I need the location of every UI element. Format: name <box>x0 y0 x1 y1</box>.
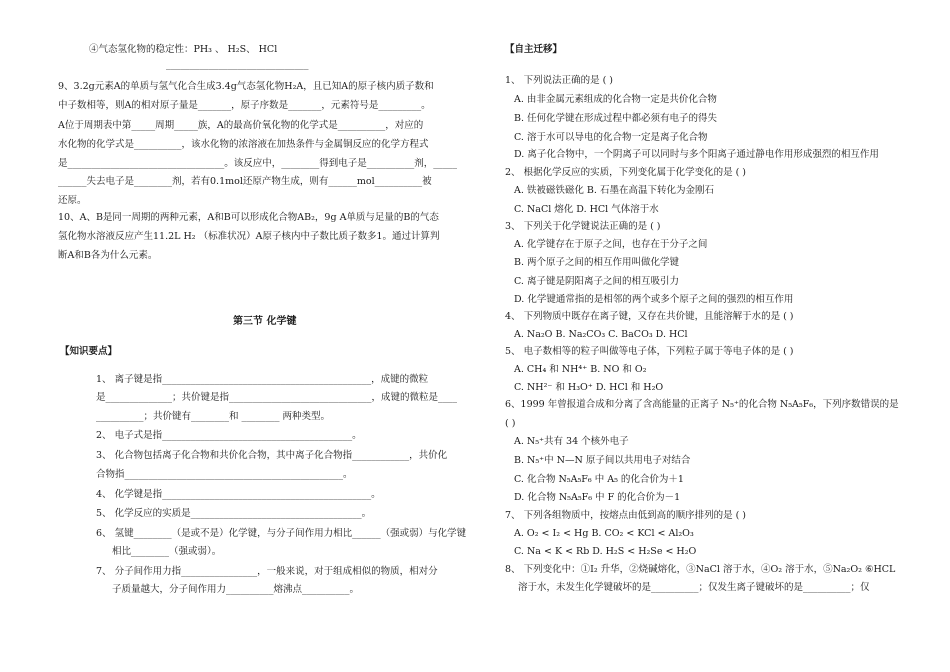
left-line: ④气态氢化物的稳定性：PH₃ 、 H₂S、 HCl <box>89 44 278 55</box>
left-line: 3、 化合物包括离子化合物和共价化合物，其中离子化合物指____________，共价化 <box>96 450 448 461</box>
left-line: 相比________（强或弱）。 <box>112 546 222 557</box>
right-line: A. 由非金属元素组成的化合物一定是共价化合物 <box>514 94 717 105</box>
right-line: A. Na₂O B. Na₂CO₃ C. BaCO₃ D. HCl <box>514 329 688 340</box>
right-line: D. 化合物 N₅A₅F₆ 中 F 的化合价为－1 <box>514 492 681 503</box>
left-line: 是______________；共价键是指______________________________，成键的微粒是____ <box>96 392 458 403</box>
left-line: 水化物的化学式是__________，该水化物的浓溶液在加热条件与金属铜反应的化学方程式 <box>58 139 429 150</box>
right-line: D. 化学键通常指的是相邻的两个或多个原子之间的强烈的相互作用 <box>514 294 794 305</box>
left-line: __________；共价键有________和 ________ 两种类型。 <box>96 411 331 422</box>
left-line: 断A和B各为什么元素。 <box>58 250 158 261</box>
left-line: 还原。 <box>58 195 87 206</box>
left-line: 中子数相等，则A的相对原子量是_______，原子序数是_______，元素符号是_________。 <box>58 100 431 111</box>
left-line: 2、 电子式是指________________________________________。 <box>96 430 362 441</box>
right-line: ( ) <box>505 418 516 429</box>
right-line: A. 化学键存在于原子之间，也存在于分子之间 <box>514 239 708 250</box>
left-line: 氢化物水溶液反应产生11.2L H₂ （标准状况）A原子核内中子数比质子数多1。通过计算判 <box>58 231 440 242</box>
right-line: C. 化合物 N₅A₅F₆ 中 A₅ 的化合价为＋1 <box>514 474 684 485</box>
right-line: 3、 下列关于化学键说法正确的是 ( ) <box>505 221 661 232</box>
right-line: C. NH²⁻ 和 H₃O⁺ D. HCl 和 H₂O <box>514 382 664 393</box>
left-line: 合物指______________________________________________。 <box>96 469 353 480</box>
right-line: C. 溶于水可以导电的化合物一定是离子化合物 <box>514 132 708 143</box>
left-line: 是_________________________________。该反应中，________得到电子是__________剂，_____ <box>58 158 458 169</box>
right-line: 7、 下列各组物质中，按熔点由低到高的顺序排列的是 ( ) <box>505 510 747 521</box>
right-line: A. O₂ < I₂ < Hg B. CO₂ < KCl < Al₂O₃ <box>514 528 694 539</box>
right-line: 8、 下列变化中：①I₂ 升华，②烧碱熔化，③NaCl 溶于水，④O₂ 溶于水，⑤Na₂O₂ ⑥HCL <box>505 564 896 575</box>
left-line: 1、 离子键是指____________________________________________，成键的微粒 <box>96 374 429 385</box>
right-line: 5、 电子数相等的粒子叫做等电子体，下列粒子属于等电子体的是 ( ) <box>505 346 794 357</box>
right-line: 【自主迁移】 <box>505 44 563 55</box>
right-line: 4、 下列物质中既存在离子键，又存在共价键，且能溶解于水的是 ( ) <box>505 311 794 322</box>
right-line: 6、1999 年曾报道合成和分离了含高能量的正离子 N₅⁺的化合物 N₅A₅F₆，下列序数错误的是 <box>505 399 899 410</box>
right-line: B. 任何化学键在形成过程中都必须有电子的得失 <box>514 113 718 124</box>
right-line: A. 铁被磁铁磁化 B. 石墨在高温下转化为金刚石 <box>514 185 714 196</box>
left-line: 7、 分子间作用力指________________，一般来说，对于组成相似的物质，相对分 <box>96 566 438 577</box>
right-line: D. 离子化合物中，一个阴离子可以同时与多个阳离子通过静电作用形成强烈的相互作用 <box>514 149 879 160</box>
left-line: 4、 化学键是指____________________________________________。 <box>96 489 381 500</box>
right-line: 2、 根据化学反应的实质，下列变化属于化学变化的是 ( ) <box>505 167 747 178</box>
left-line: 5、 化学反应的实质是____________________________________。 <box>96 508 372 519</box>
right-line: 溶于水，未发生化学键破坏的是__________；仅发生离子键破坏的是__________；仅 <box>518 582 870 593</box>
left-line: 第三节 化学键 <box>233 316 297 327</box>
left-line: 子质量越大，分子间作用力__________熔沸点__________。 <box>112 584 360 595</box>
right-line: A. N₅⁺共有 34 个核外电子 <box>514 436 629 447</box>
left-line: ______________________________ <box>166 59 309 70</box>
right-line: B. N₅⁺中 N—N 原子间以共用电子对结合 <box>514 455 691 466</box>
left-line: ______失去电子是________剂，若有0.1mol还原产物生成，则有______mol__________被 <box>58 176 432 187</box>
right-line: C. NaCl 熔化 D. HCl 气体溶于水 <box>514 204 659 215</box>
right-line: A. CH₄ 和 NH⁴⁺ B. NO 和 O₂ <box>514 364 647 375</box>
left-line: 【知识要点】 <box>60 346 118 357</box>
right-line: C. 离子键是阴阳离子之间的相互吸引力 <box>514 276 679 287</box>
left-line: A位于周期表中第_____周期_____族，A的最高价氧化物的化学式是__________，对应的 <box>58 120 424 131</box>
left-line: 9、3.2g元素A的单质与氢气化合生成3.4g气态氢化物H₂A，且已知A的原子核内质子数和 <box>58 81 434 92</box>
right-line: C. Na < K < Rb D. H₂S < H₂Se < H₂O <box>514 546 697 557</box>
right-line: B. 两个原子之间的相互作用叫做化学键 <box>514 257 680 268</box>
left-line: 10、A、B是同一周期的两种元素，A和B可以形成化合物AB₂，9g A单质与足量的B的气态 <box>58 212 439 223</box>
right-line: 1、 下列说法正确的是 ( ) <box>505 75 614 86</box>
left-line: 6、 氢键________（是或不是）化学键，与分子间作用力相比______（强或弱）与化学键 <box>96 528 467 539</box>
